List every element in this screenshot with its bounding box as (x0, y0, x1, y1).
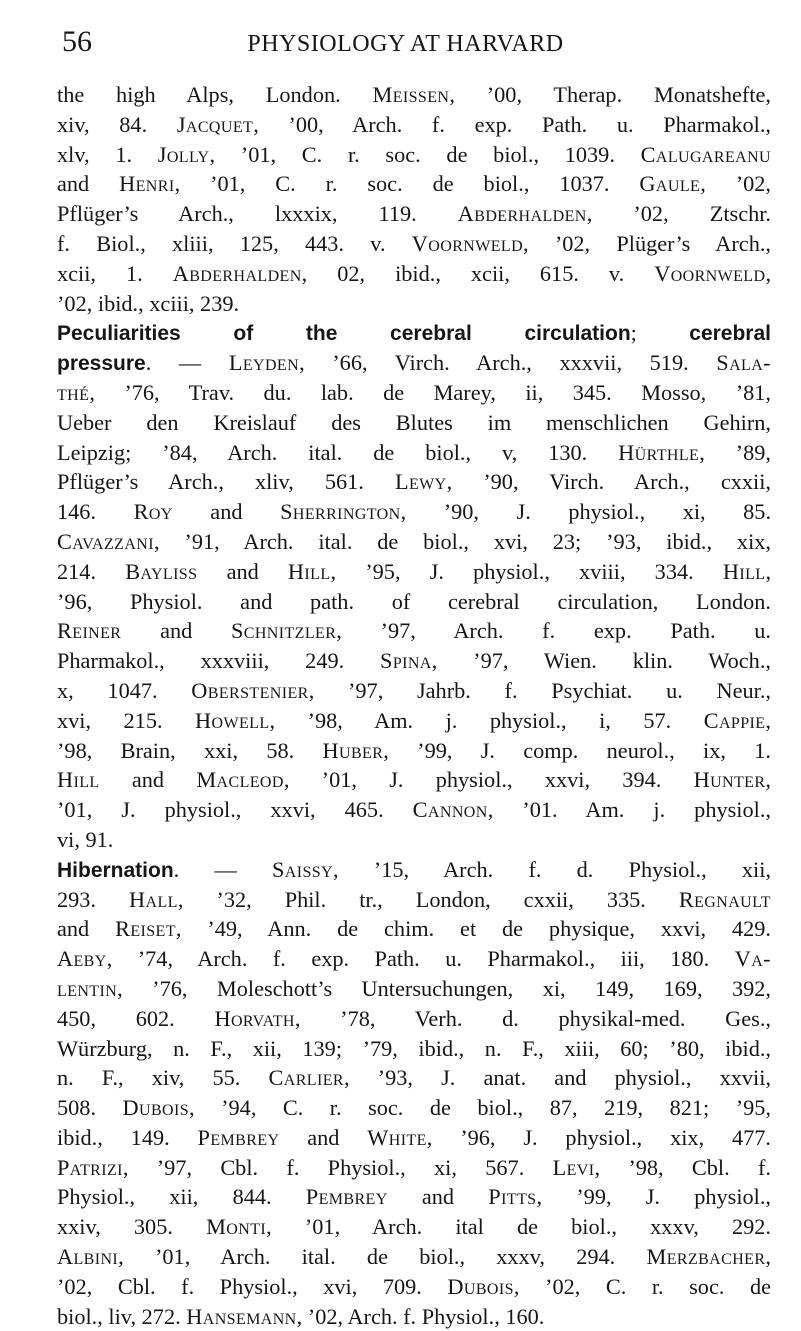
text-run: and (57, 171, 120, 197)
text-run: and (121, 618, 231, 644)
author-name: Dubois (447, 1273, 514, 1299)
text-run: , ’01, Arch. ital de biol., xxxv, 292. (266, 1214, 771, 1240)
author-name: Reiner (57, 618, 122, 644)
text-run: , ’91, Arch. ital. de biol., xvi, 23; ’93, ibid., xix, (154, 528, 771, 554)
author-name: Carlier (268, 1065, 344, 1091)
text-run: and (387, 1184, 489, 1210)
text-run: , ’94, C. r. soc. de biol., 87, 219, 821; ’95, (189, 1095, 771, 1121)
author-name: Macleod (196, 767, 284, 793)
author-name: Horvath (214, 1005, 295, 1031)
text-line (57, 110, 771, 140)
page-header (62, 22, 749, 62)
author-name: Spina (380, 648, 432, 674)
section-heading: Peculiarities of the cerebral circulation (57, 322, 631, 346)
text-run: Ueber den Kreislauf des Blutes im menschlichen Gehirn, (57, 409, 771, 435)
author-name: Voornweld (411, 230, 524, 256)
text-line (57, 348, 771, 378)
author-name: Henri (119, 171, 175, 197)
text-line (57, 557, 771, 587)
text-run: Leipzig; ’84, Arch. ital. de biol., v, 130. (57, 439, 619, 465)
text-run: x, 1047. (57, 677, 192, 703)
text-run: , (765, 1244, 771, 1270)
text-line (57, 616, 771, 646)
text-run: , ’02, Plüger’s Arch., (523, 230, 771, 256)
author-name: Jolly (157, 141, 210, 167)
author-name: Meissen (372, 82, 450, 107)
author-name: Abderhalden (457, 201, 587, 227)
text-run: , ’97, Arch. f. exp. Path. u. (336, 618, 771, 644)
text-run: , ’15, Arch. f. d. Physiol., xii, (333, 856, 771, 882)
text-run: . — (145, 350, 229, 376)
text-line (57, 855, 771, 885)
text-line (57, 1093, 771, 1123)
text-run: and (57, 916, 116, 942)
text-run: and (172, 499, 281, 525)
text-line (57, 587, 771, 617)
author-name: Hunter (693, 767, 766, 793)
text-line (57, 140, 771, 170)
text-run: , ’99, J. comp. neurol., ix, 1. (383, 737, 771, 763)
text-run: f. Biol., xliii, 125, 443. v. (57, 230, 412, 256)
text-run: , ’97, Jahrb. f. Psychiat. u. Neur., (308, 677, 771, 703)
text-line (57, 169, 771, 199)
text-run: , ’02, Arch. f. Physiol., 160. (296, 1303, 545, 1329)
author-name: Saissy (271, 856, 334, 882)
text-run: , ’02, Ztschr. (586, 201, 771, 227)
text-run: ; (630, 320, 690, 346)
text-run: , ’93, J. anat. and physiol., xxvii, (343, 1065, 771, 1091)
text-line (57, 1123, 771, 1153)
text-run: , ’66, Virch. Arch., xxxvii, 519. (299, 350, 717, 376)
text-line (57, 229, 771, 259)
text-run: , ’98, Am. j. physiol., i, 57. (269, 707, 704, 733)
author-name: Abderhalden (172, 260, 302, 286)
text-run: , ’01. Am. j. physiol., (487, 797, 771, 823)
text-run: ’02, ibid., xciii, 239. (57, 290, 240, 316)
text-run: , ’01, Arch. ital. de biol., xxxv, 294. (118, 1244, 647, 1270)
text-run: 508. (57, 1095, 123, 1121)
author-name: Sherrington (280, 499, 401, 525)
author-name: Va- (734, 946, 771, 972)
text-run: , ’01, J. physiol., xxvi, 394. (283, 767, 694, 793)
author-name: Hürthle (618, 439, 700, 465)
text-line (57, 1272, 771, 1302)
text-line (57, 1063, 771, 1093)
author-name: Schnitzler (230, 618, 337, 644)
text-line (57, 1212, 771, 1242)
text-run: and (197, 558, 288, 584)
text-run: ’02, Cbl. f. Physiol., xvi, 709. (57, 1273, 448, 1299)
text-run: , ’76, Moleschott’s Untersuchungen, xi, 149, 169, 392, (117, 975, 771, 1001)
text-run: xxiv, 305. (57, 1214, 207, 1240)
text-run: , ’98, Cbl. f. (594, 1154, 771, 1180)
author-name: Pembrey (305, 1184, 388, 1210)
author-name: Monti (206, 1214, 267, 1240)
author-name: Gaule (639, 171, 701, 197)
text-run: Pflüger’s Arch., lxxxix, 119. (57, 201, 458, 227)
text-run: the high Alps, London. (57, 82, 373, 107)
author-name: Leyden (228, 350, 300, 376)
author-name: Albini (57, 1244, 119, 1270)
bibliography-text (57, 80, 771, 1331)
text-run: xiv, 84. (57, 111, 177, 137)
author-name: Voornweld (654, 260, 766, 286)
author-name: Aeby (57, 946, 107, 972)
author-name: Patrizi (57, 1154, 123, 1180)
text-run: , ’01, C. r. soc. de biol., 1039. (209, 141, 641, 167)
text-run: , (765, 767, 771, 793)
text-run: 146. (57, 499, 134, 525)
text-run: , ’97, Wien. klin. Woch., (431, 648, 771, 674)
text-run: , (765, 260, 771, 286)
text-run: , (765, 558, 771, 584)
text-run: ’98, Brain, xxi, 58. (57, 737, 323, 763)
text-line (57, 736, 771, 766)
author-name: Cannon (412, 797, 488, 823)
section-heading: cerebral (689, 322, 771, 346)
text-run: Pharmakol., xxxviii, 249. (57, 648, 381, 674)
text-line (57, 318, 771, 348)
text-run: , ’90, Virch. Arch., cxxii, (446, 469, 771, 495)
text-run: , ’89, (699, 439, 771, 465)
author-name: Cappie (703, 707, 766, 733)
text-run: xlv, 1. (57, 141, 158, 167)
text-run: vi, 91. (57, 826, 114, 852)
text-run: , ’99, J. physiol., (536, 1184, 771, 1210)
text-run: , ’01, C. r. soc. de biol., 1037. (174, 171, 640, 197)
text-run: Pflüger’s Arch., xliv, 561. (57, 469, 395, 495)
text-run: and (99, 767, 197, 793)
text-run: , ’49, Ann. de chim. et de physique, xxvi, 429. (175, 916, 771, 942)
text-line (57, 1004, 771, 1034)
text-run: , ’97, Cbl. f. Physiol., xi, 567. (122, 1154, 553, 1180)
text-run: , ’95, J. physiol., xviii, 334. (330, 558, 723, 584)
text-line (57, 914, 771, 944)
text-line (57, 408, 771, 438)
text-line (57, 497, 771, 527)
text-run: , ’78, Verh. d. physikal-med. Ges., (294, 1005, 771, 1031)
text-run: 293. (57, 886, 130, 912)
text-run: , ’74, Arch. f. exp. Path. u. Pharmakol., iii, 180. (106, 946, 735, 972)
text-run: ibid., 149. (57, 1124, 198, 1150)
text-run: , ’76, Trav. du. lab. de Marey, ii, 345. Mosso, ’81, (89, 379, 771, 405)
text-line (57, 885, 771, 915)
running-head: PHYSIOLOGY AT HARVARD (247, 31, 564, 57)
author-name: Regnault (678, 886, 771, 912)
text-line (57, 527, 771, 557)
text-run: ’01, J. physiol., xxvi, 465. (57, 797, 413, 823)
text-line (57, 765, 771, 795)
author-name: Calugareanu (640, 141, 771, 167)
text-run: n. F., xiv, 55. (57, 1065, 269, 1091)
text-line (57, 199, 771, 229)
text-run: , (765, 707, 771, 733)
text-line (57, 944, 771, 974)
text-line (57, 378, 771, 408)
author-name: Jacquet (176, 111, 254, 137)
text-line (57, 676, 771, 706)
text-run: 450, 602. (57, 1005, 215, 1031)
text-run: , ’90, J. physiol., xi, 85. (400, 499, 771, 525)
text-line (57, 1182, 771, 1212)
author-name: Dubois (122, 1095, 190, 1121)
text-line (57, 1242, 771, 1272)
text-run: , 02, ibid., xcii, 615. v. (301, 260, 655, 286)
text-line (57, 1302, 771, 1331)
text-run: Physiol., xii, 844. (57, 1184, 306, 1210)
text-line (57, 289, 771, 319)
text-run: , ’02, C. r. soc. de (513, 1273, 771, 1299)
text-run: , ’00, Therap. Monatshefte, (449, 82, 771, 107)
author-name: lentin (57, 975, 118, 1001)
author-name: Reiset (115, 916, 176, 942)
author-name: Hill (287, 558, 331, 584)
text-line (57, 646, 771, 676)
text-run: , ’00, Arch. f. exp. Path. u. Pharmakol., (253, 111, 771, 137)
author-name: Sala- (716, 350, 771, 376)
author-name: Hall (129, 886, 178, 912)
text-line (57, 1153, 771, 1183)
author-name: Lewy (394, 469, 447, 495)
text-line (57, 795, 771, 825)
text-run: , ’96, J. physiol., xix, 477. (426, 1124, 771, 1150)
author-name: thé (57, 379, 90, 405)
section-heading: pressure (57, 352, 146, 376)
text-run: xcii, 1. (57, 260, 173, 286)
author-name: White (367, 1124, 427, 1150)
author-name: Pembrey (197, 1124, 280, 1150)
text-run: 214. (57, 558, 126, 584)
text-run: ’96, Physiol. and path. of cerebral circulation, London. (57, 588, 771, 614)
text-line (57, 825, 771, 855)
text-run: xvi, 215. (57, 707, 196, 733)
text-line (57, 259, 771, 289)
text-run: Würzburg, n. F., xii, 139; ’79, ibid., n. F., xiii, 60; ’80, ibid., (57, 1035, 771, 1061)
text-line (57, 438, 771, 468)
text-line (57, 974, 771, 1004)
text-line (57, 467, 771, 497)
text-line (57, 706, 771, 736)
author-name: Cavazzani (57, 528, 154, 554)
author-name: Oberstenier (191, 677, 309, 703)
text-line (57, 80, 771, 110)
text-run: and (279, 1124, 368, 1150)
author-name: Merzbacher (646, 1244, 766, 1270)
author-name: Hansemann (186, 1303, 297, 1329)
author-name: Pitts (488, 1184, 537, 1210)
author-name: Hill (57, 767, 100, 793)
text-run: biol., liv, 272. (57, 1303, 187, 1329)
author-name: Howell (195, 707, 270, 733)
author-name: Levi (552, 1154, 595, 1180)
text-line (57, 1034, 771, 1064)
page-number: 56 (62, 25, 92, 58)
author-name: Roy (133, 499, 173, 525)
author-name: Huber (322, 737, 384, 763)
author-name: Bayliss (125, 558, 198, 584)
text-run: , ’02, (700, 171, 771, 197)
text-run: , ’32, Phil. tr., London, cxxii, 335. (177, 886, 679, 912)
author-name: Hill (722, 558, 766, 584)
text-run: . — (173, 856, 272, 882)
section-heading: Hibernation (57, 858, 174, 882)
